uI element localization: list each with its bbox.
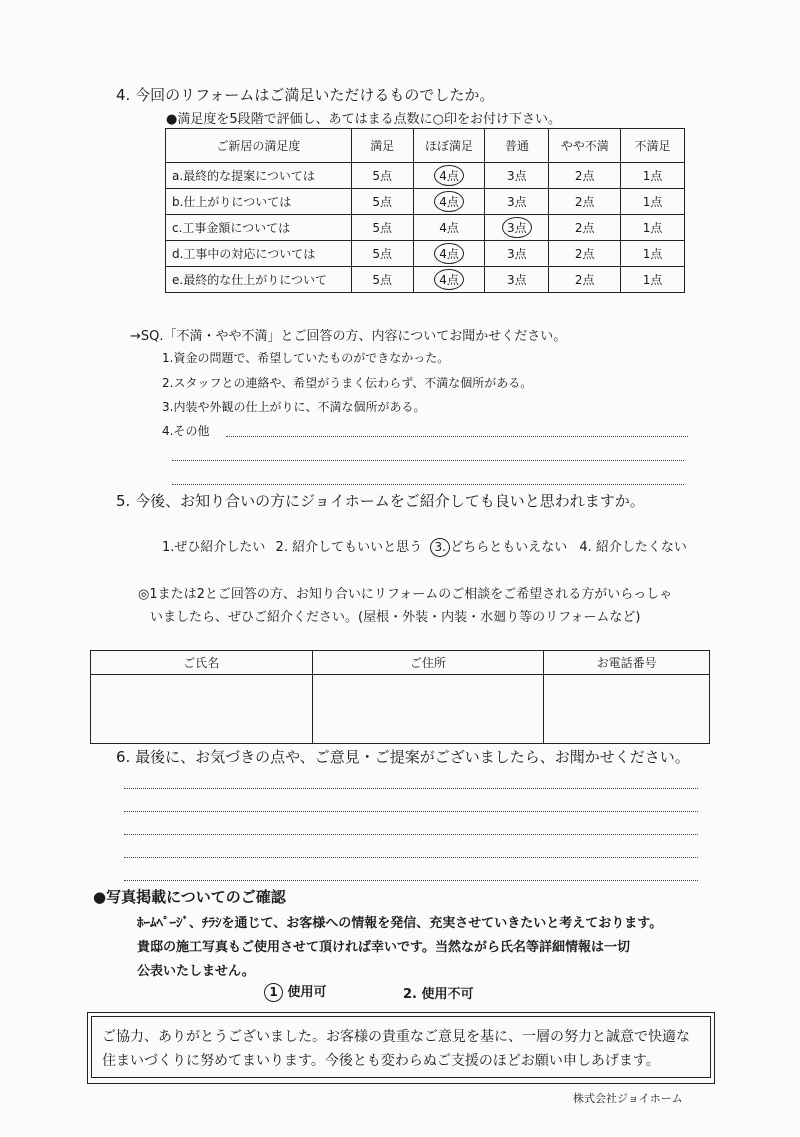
closing-line2: 住まいづくりに努めてまいります。今後とも変わらぬご支援のほどお願い申しあげます。	[102, 1053, 660, 1069]
q5-option-1[interactable]: 1.ぜひ紹介したい	[162, 540, 266, 555]
score-1: 1点	[642, 273, 663, 287]
q4-title: 4. 今回のリフォームはご満足いただけるものでしたか。	[116, 86, 495, 104]
photo-line2: 貴邸の施工写真もご使用させて頂ければ幸いです。当然ながら氏名等詳細情報は一切	[137, 940, 630, 955]
score-3: 3点	[507, 273, 527, 287]
table-row	[166, 215, 685, 241]
score-1: 1点	[642, 221, 663, 235]
sq-other-line[interactable]	[226, 436, 688, 437]
referral-header-name: ご氏名	[91, 651, 313, 675]
score-cell[interactable]	[413, 189, 485, 215]
q5-title: 5. 今後、お知り合いの方にジョイホームをご紹介しても良いと思われますか。	[116, 492, 645, 510]
score-cell[interactable]	[351, 215, 413, 241]
score-2: 2点	[574, 273, 595, 287]
sq-option-4: 4.その他	[162, 424, 210, 438]
q6-comment-line[interactable]	[124, 834, 698, 835]
closing-message	[91, 1016, 711, 1078]
score-cell[interactable]	[621, 163, 685, 189]
q5-note-line1: ◎1または2とご回答の方、お知り合いにリフォームのご相談をご希望される方がいらっしゃ	[138, 587, 673, 602]
q6-comment-line[interactable]	[124, 788, 698, 789]
score-4: 4点	[439, 221, 459, 235]
score-3: 3点	[507, 195, 527, 209]
q6-comment-line[interactable]	[124, 880, 698, 881]
sq-title: →SQ.「不満・やや不満」とご回答の方、内容についてお聞かせください。	[130, 329, 567, 344]
score-cell[interactable]	[549, 163, 621, 189]
score-4-circled: 4点	[434, 191, 464, 212]
referral-address-field[interactable]	[312, 675, 544, 744]
score-5: 5点	[372, 195, 393, 209]
score-2: 2点	[574, 169, 595, 183]
score-3: 3点	[507, 247, 527, 261]
referral-header-row	[91, 651, 710, 675]
score-cell[interactable]	[485, 163, 549, 189]
score-5: 5点	[372, 247, 393, 261]
score-3-circled: 3点	[502, 217, 532, 238]
score-5: 5点	[372, 221, 393, 235]
score-cell[interactable]	[413, 241, 485, 267]
score-cell[interactable]	[549, 189, 621, 215]
row-item-label: e.最終的な仕上がりについて	[166, 267, 352, 293]
header-dissatisfied: 不満足	[621, 129, 685, 163]
score-cell[interactable]	[485, 267, 549, 293]
score-4-circled: 4点	[434, 165, 464, 186]
score-3: 3点	[507, 169, 527, 183]
q5-option-3-label[interactable]: どちらともいえない	[450, 540, 568, 555]
satisfaction-table-header	[166, 129, 685, 163]
score-cell[interactable]	[621, 189, 685, 215]
score-2: 2点	[574, 221, 595, 235]
header-item: ご新居の満足度	[166, 129, 352, 163]
photo-option-2[interactable]: 2. 使用不可	[403, 987, 474, 1002]
header-slightly-dissatisfied: やや不満	[549, 129, 621, 163]
table-row	[166, 163, 685, 189]
score-cell[interactable]	[549, 241, 621, 267]
score-2: 2点	[574, 247, 595, 261]
score-cell[interactable]	[485, 215, 549, 241]
score-1: 1点	[642, 169, 663, 183]
score-cell[interactable]	[549, 267, 621, 293]
photo-line3: 公表いたしません。	[137, 964, 255, 979]
score-cell[interactable]	[413, 267, 485, 293]
score-cell[interactable]	[485, 189, 549, 215]
table-row	[166, 189, 685, 215]
referral-input-row	[91, 675, 710, 744]
table-row	[166, 241, 685, 267]
referral-header-phone: お電話番号	[544, 651, 710, 675]
referral-name-field[interactable]	[91, 675, 313, 744]
sq-option-3: 3.内装や外観の仕上がりに、不満な個所がある。	[162, 400, 426, 414]
table-row	[166, 267, 685, 293]
score-5: 5点	[372, 169, 393, 183]
score-1: 1点	[642, 195, 663, 209]
score-2: 2点	[574, 195, 595, 209]
q5-option-4[interactable]: 4. 紹介したくない	[579, 540, 687, 555]
score-cell[interactable]	[351, 189, 413, 215]
score-cell[interactable]	[621, 215, 685, 241]
score-cell[interactable]	[351, 267, 413, 293]
score-cell[interactable]	[413, 215, 485, 241]
closing-line1: ご協力、ありがとうございました。お客様の貴重なご意見を基に、一層の努力と誠意で快適な	[102, 1029, 690, 1045]
sq-option-1: 1.資金の問題で、希望していたものができなかった。	[162, 351, 450, 365]
header-average: 普通	[485, 129, 549, 163]
closing-box	[87, 1012, 715, 1084]
row-item-label: a.最終的な提案については	[166, 163, 352, 189]
header-mostly-satisfied: ほぼ満足	[413, 129, 485, 163]
score-cell[interactable]	[549, 215, 621, 241]
row-item-label: c.工事金額については	[166, 215, 352, 241]
q6-comment-line[interactable]	[124, 811, 698, 812]
photo-option-1-label: 使用可	[287, 985, 327, 1000]
score-cell[interactable]	[485, 241, 549, 267]
referral-phone-field[interactable]	[544, 675, 710, 744]
satisfaction-table	[165, 128, 685, 293]
score-4-circled: 4点	[434, 269, 464, 290]
photo-option-1[interactable]	[264, 981, 327, 1002]
score-5: 5点	[372, 273, 393, 287]
q6-comment-line[interactable]	[124, 857, 698, 858]
q5-option-3-circled[interactable]: 3.	[430, 538, 450, 557]
row-item-label: b.仕上がりについては	[166, 189, 352, 215]
photo-option-1-circled: 1	[264, 983, 283, 1002]
q5-note-line2: いましたら、ぜひご紹介ください。(屋根・外装・内装・水廻り等のリフォームなど)	[150, 610, 641, 625]
score-cell[interactable]	[351, 241, 413, 267]
q5-option-2[interactable]: 2. 紹介してもいいと思う	[275, 540, 423, 555]
photo-title: ●写真掲載についてのご確認	[93, 888, 286, 906]
row-item-label: d.工事中の対応については	[166, 241, 352, 267]
q5-options	[162, 536, 687, 557]
header-satisfied: 満足	[351, 129, 413, 163]
q4-instruction: ●満足度を5段階で評価し、あてはまる点数に○印をお付け下さい。	[166, 112, 561, 127]
score-cell[interactable]	[351, 163, 413, 189]
sq-other-line[interactable]	[172, 484, 684, 485]
photo-line1: ﾎｰﾑﾍﾟｰｼﾞ、ﾁﾗｼを通じて、お客様への情報を発信、充実させていきたいと考えております。	[137, 916, 663, 931]
score-cell[interactable]	[413, 163, 485, 189]
q6-title: 6. 最後に、お気づきの点や、ご意見・ご提案がございましたら、お聞かせください。	[116, 748, 690, 766]
score-cell[interactable]	[621, 267, 685, 293]
sq-option-2: 2.スタッフとの連絡や、希望がうまく伝わらず、不満な個所がある。	[162, 376, 533, 390]
referral-header-address: ご住所	[312, 651, 544, 675]
score-4-circled: 4点	[434, 243, 464, 264]
score-1: 1点	[642, 247, 663, 261]
referral-table	[90, 650, 710, 744]
score-cell[interactable]	[621, 241, 685, 267]
company-name: 株式会社ジョイホーム	[573, 1092, 683, 1105]
sq-other-line[interactable]	[172, 460, 684, 461]
